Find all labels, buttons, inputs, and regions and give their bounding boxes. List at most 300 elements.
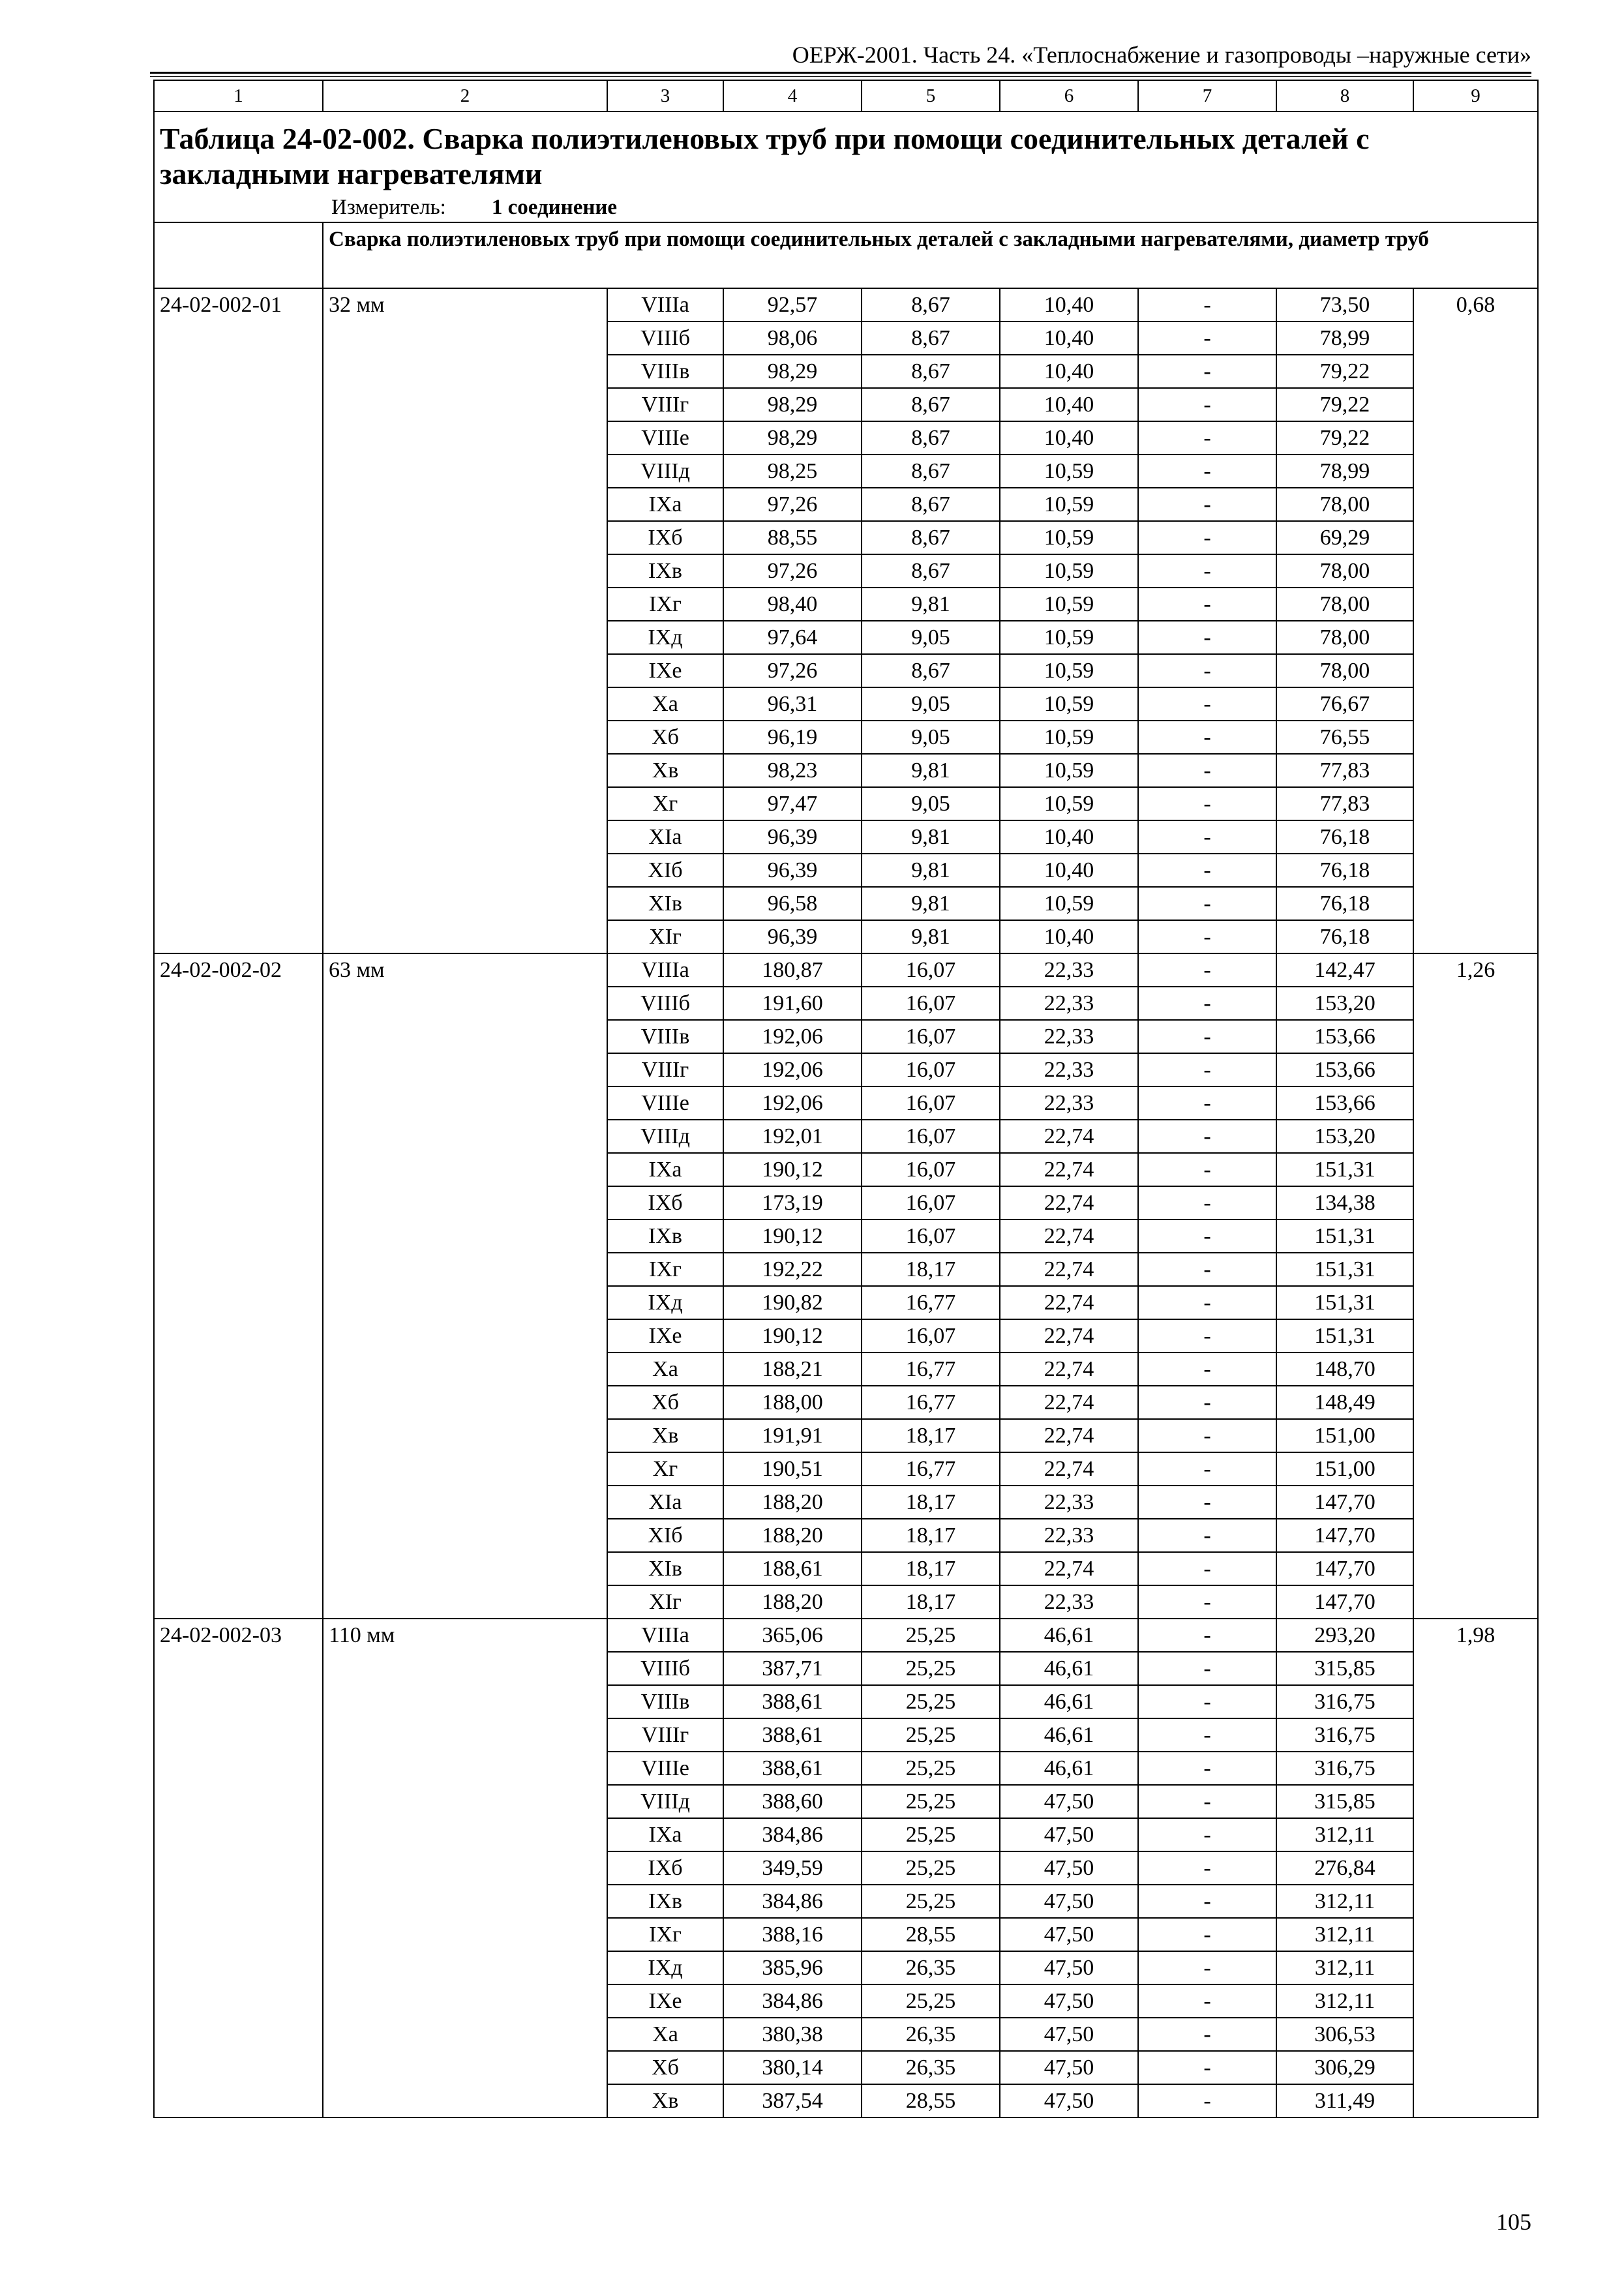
pipe-diameter-continued — [323, 1020, 607, 1053]
machine-cost: 22,74 — [1000, 1353, 1138, 1386]
materials-cost: 153,20 — [1276, 1120, 1413, 1153]
rate-code-continued — [154, 1552, 323, 1585]
pipe-diameter-continued — [323, 654, 607, 687]
pipe-diameter-continued — [323, 2018, 607, 2051]
total-cost: 192,06 — [723, 1020, 862, 1053]
page-header: ОЕРЖ-2001. Часть 24. «Теплоснабжение и газопроводы –наружные сети» — [792, 42, 1531, 68]
labor-cost: 8,67 — [862, 388, 1000, 421]
labor-hours-continued — [1413, 854, 1538, 887]
materials-cost: 78,00 — [1276, 488, 1413, 521]
driver-wages: - — [1138, 1652, 1276, 1685]
labor-hours-continued — [1413, 820, 1538, 854]
materials-cost: 293,20 — [1276, 1619, 1413, 1652]
labor-cost: 8,67 — [862, 488, 1000, 521]
materials-cost: 151,31 — [1276, 1219, 1413, 1253]
total-cost: 98,40 — [723, 588, 862, 621]
machine-cost: 22,74 — [1000, 1386, 1138, 1419]
driver-wages: - — [1138, 1619, 1276, 1652]
total-cost: 96,58 — [723, 887, 862, 920]
rate-code-continued — [154, 1718, 323, 1752]
pipe-diameter-continued — [323, 787, 607, 820]
materials-cost: 142,47 — [1276, 953, 1413, 987]
labor-hours-continued — [1413, 1951, 1538, 1984]
materials-cost: 79,22 — [1276, 421, 1413, 455]
driver-wages: - — [1138, 987, 1276, 1020]
machine-cost: 22,74 — [1000, 1253, 1138, 1286]
pipe-diameter-continued — [323, 1552, 607, 1585]
price-zone: Xб — [607, 2051, 723, 2084]
total-cost: 188,00 — [723, 1386, 862, 1419]
price-zone: Xв — [607, 754, 723, 787]
price-zone: VIIIг — [607, 388, 723, 421]
price-zone: IXа — [607, 1818, 723, 1851]
labor-cost: 25,25 — [862, 1785, 1000, 1818]
subheading-spacer — [154, 222, 323, 288]
machine-cost: 10,59 — [1000, 687, 1138, 721]
materials-cost: 148,70 — [1276, 1353, 1413, 1386]
pipe-diameter: 32 мм — [323, 288, 607, 322]
machine-cost: 22,74 — [1000, 1419, 1138, 1452]
driver-wages: - — [1138, 1685, 1276, 1718]
driver-wages: - — [1138, 421, 1276, 455]
machine-cost: 47,50 — [1000, 1885, 1138, 1918]
table-title-cell — [154, 112, 1538, 222]
labor-hours-continued — [1413, 1120, 1538, 1153]
table-row — [154, 1452, 1538, 1486]
driver-wages: - — [1138, 322, 1276, 355]
labor-hours-continued — [1413, 2051, 1538, 2084]
labor-cost: 9,81 — [862, 887, 1000, 920]
driver-wages: - — [1138, 887, 1276, 920]
materials-cost: 312,11 — [1276, 1951, 1413, 1984]
price-zone: IXд — [607, 621, 723, 654]
labor-hours: 0,68 — [1413, 288, 1538, 322]
materials-cost: 151,31 — [1276, 1153, 1413, 1186]
total-cost: 192,06 — [723, 1053, 862, 1086]
labor-hours-continued — [1413, 1885, 1538, 1918]
materials-cost: 316,75 — [1276, 1685, 1413, 1718]
pipe-diameter-continued — [323, 1685, 607, 1718]
price-zone: XIб — [607, 854, 723, 887]
table-row — [154, 654, 1538, 687]
price-zone: IXб — [607, 1186, 723, 1219]
machine-cost: 46,61 — [1000, 1652, 1138, 1685]
materials-cost: 306,53 — [1276, 2018, 1413, 2051]
price-zone: IXг — [607, 1918, 723, 1951]
rate-code-continued — [154, 455, 323, 488]
table-row — [154, 1851, 1538, 1885]
price-zone: IXв — [607, 1219, 723, 1253]
total-cost: 190,51 — [723, 1452, 862, 1486]
driver-wages: - — [1138, 1020, 1276, 1053]
labor-cost: 26,35 — [862, 2051, 1000, 2084]
rate-code-continued — [154, 388, 323, 421]
subheading: Сварка полиэтиленовых труб при помощи соединительных деталей с закладными нагревателями, диаметр труб — [323, 222, 1538, 288]
machine-cost: 46,61 — [1000, 1752, 1138, 1785]
rate-code-continued — [154, 1851, 323, 1885]
machine-cost: 22,33 — [1000, 1086, 1138, 1120]
total-cost: 387,71 — [723, 1652, 862, 1685]
pipe-diameter-continued — [323, 854, 607, 887]
machine-cost: 22,33 — [1000, 987, 1138, 1020]
pipe-diameter-continued — [323, 588, 607, 621]
column-number: 8 — [1276, 80, 1413, 112]
driver-wages: - — [1138, 1053, 1276, 1086]
price-zone: Xг — [607, 787, 723, 820]
machine-cost: 10,59 — [1000, 887, 1138, 920]
labor-hours-continued — [1413, 1153, 1538, 1186]
total-cost: 98,06 — [723, 322, 862, 355]
total-cost: 96,31 — [723, 687, 862, 721]
table-row — [154, 687, 1538, 721]
labor-cost: 16,07 — [862, 1086, 1000, 1120]
pipe-diameter-continued — [323, 355, 607, 388]
labor-hours: 1,98 — [1413, 1619, 1538, 1652]
price-zone: IXг — [607, 1253, 723, 1286]
total-cost: 190,82 — [723, 1286, 862, 1319]
pipe-diameter-continued — [323, 1519, 607, 1552]
rate-code-continued — [154, 1818, 323, 1851]
machine-cost: 10,40 — [1000, 421, 1138, 455]
total-cost: 97,26 — [723, 488, 862, 521]
pipe-diameter-continued — [323, 521, 607, 554]
driver-wages: - — [1138, 721, 1276, 754]
table-title-row — [154, 112, 1538, 222]
table-row — [154, 421, 1538, 455]
total-cost: 88,55 — [723, 521, 862, 554]
labor-cost: 18,17 — [862, 1585, 1000, 1619]
labor-hours-continued — [1413, 1851, 1538, 1885]
total-cost: 388,61 — [723, 1718, 862, 1752]
machine-cost: 10,59 — [1000, 488, 1138, 521]
labor-cost: 16,77 — [862, 1386, 1000, 1419]
rate-code-continued — [154, 820, 323, 854]
pipe-diameter-continued — [323, 1752, 607, 1785]
pipe-diameter-continued — [323, 1984, 607, 2018]
rate-code-continued — [154, 1918, 323, 1951]
price-zone: Xб — [607, 721, 723, 754]
machine-cost: 10,59 — [1000, 721, 1138, 754]
labor-cost: 16,07 — [862, 1153, 1000, 1186]
rate-code-continued — [154, 488, 323, 521]
column-number: 9 — [1413, 80, 1538, 112]
labor-hours-continued — [1413, 1452, 1538, 1486]
pipe-diameter-continued — [323, 1086, 607, 1120]
column-number: 5 — [862, 80, 1000, 112]
labor-hours-continued — [1413, 588, 1538, 621]
labor-hours-continued — [1413, 421, 1538, 455]
table-row — [154, 288, 1538, 322]
pipe-diameter-continued — [323, 1818, 607, 1851]
table-row — [154, 1486, 1538, 1519]
price-zone: IXд — [607, 1286, 723, 1319]
materials-cost: 78,00 — [1276, 654, 1413, 687]
machine-cost: 22,74 — [1000, 1452, 1138, 1486]
price-zone: VIIIа — [607, 288, 723, 322]
machine-cost: 10,40 — [1000, 388, 1138, 421]
driver-wages: - — [1138, 754, 1276, 787]
labor-hours-continued — [1413, 1486, 1538, 1519]
machine-cost: 47,50 — [1000, 1984, 1138, 2018]
materials-cost: 78,00 — [1276, 588, 1413, 621]
labor-cost: 16,77 — [862, 1286, 1000, 1319]
rate-code-continued — [154, 1219, 323, 1253]
machine-cost: 10,40 — [1000, 820, 1138, 854]
labor-hours-continued — [1413, 1219, 1538, 1253]
price-zone: IXг — [607, 588, 723, 621]
total-cost: 98,29 — [723, 388, 862, 421]
labor-hours-continued — [1413, 455, 1538, 488]
total-cost: 384,86 — [723, 1818, 862, 1851]
table-row — [154, 987, 1538, 1020]
driver-wages: - — [1138, 820, 1276, 854]
table-row — [154, 920, 1538, 953]
materials-cost: 316,75 — [1276, 1752, 1413, 1785]
pipe-diameter-continued — [323, 455, 607, 488]
rate-code-continued — [154, 588, 323, 621]
table-row — [154, 1519, 1538, 1552]
labor-cost: 18,17 — [862, 1253, 1000, 1286]
rate-code-continued — [154, 987, 323, 1020]
materials-cost: 151,00 — [1276, 1419, 1413, 1452]
machine-cost: 22,74 — [1000, 1186, 1138, 1219]
total-cost: 385,96 — [723, 1951, 862, 1984]
total-cost: 380,38 — [723, 2018, 862, 2051]
driver-wages: - — [1138, 1153, 1276, 1186]
price-zone: IXа — [607, 488, 723, 521]
total-cost: 190,12 — [723, 1219, 862, 1253]
materials-cost: 312,11 — [1276, 1818, 1413, 1851]
price-zone: XIв — [607, 1552, 723, 1585]
price-zone: XIг — [607, 920, 723, 953]
total-cost: 387,54 — [723, 2084, 862, 2117]
rate-code: 24-02-002-03 — [154, 1619, 323, 1652]
price-zone: Xв — [607, 2084, 723, 2117]
labor-hours-continued — [1413, 322, 1538, 355]
labor-hours-continued — [1413, 1386, 1538, 1419]
table-row — [154, 953, 1538, 987]
rate-code-continued — [154, 1120, 323, 1153]
price-zone: VIIIб — [607, 322, 723, 355]
rate-code-continued — [154, 887, 323, 920]
labor-cost: 25,25 — [862, 1718, 1000, 1752]
labor-hours-continued — [1413, 920, 1538, 953]
pipe-diameter-continued — [323, 2051, 607, 2084]
rate-code-continued — [154, 1286, 323, 1319]
materials-cost: 78,99 — [1276, 322, 1413, 355]
materials-cost: 153,66 — [1276, 1020, 1413, 1053]
price-zone: XIа — [607, 820, 723, 854]
rate-code-continued — [154, 1353, 323, 1386]
total-cost: 349,59 — [723, 1851, 862, 1885]
labor-cost: 25,25 — [862, 1851, 1000, 1885]
driver-wages: - — [1138, 1885, 1276, 1918]
materials-cost: 76,18 — [1276, 887, 1413, 920]
table-row — [154, 1419, 1538, 1452]
table-row — [154, 1752, 1538, 1785]
price-zone: VIIIб — [607, 1652, 723, 1685]
labor-cost: 16,07 — [862, 1219, 1000, 1253]
machine-cost: 22,74 — [1000, 1552, 1138, 1585]
materials-cost: 79,22 — [1276, 388, 1413, 421]
pipe-diameter-continued — [323, 1353, 607, 1386]
labor-cost: 9,81 — [862, 920, 1000, 953]
labor-cost: 8,67 — [862, 521, 1000, 554]
labor-hours-continued — [1413, 1984, 1538, 2018]
pipe-diameter-continued — [323, 1918, 607, 1951]
driver-wages: - — [1138, 920, 1276, 953]
labor-hours-continued — [1413, 1319, 1538, 1353]
labor-hours-continued — [1413, 488, 1538, 521]
machine-cost: 22,74 — [1000, 1219, 1138, 1253]
pipe-diameter-continued — [323, 1486, 607, 1519]
machine-cost: 10,59 — [1000, 754, 1138, 787]
rate-code-continued — [154, 1486, 323, 1519]
total-cost: 97,26 — [723, 554, 862, 588]
rate-code-continued — [154, 1253, 323, 1286]
price-zone: IXб — [607, 521, 723, 554]
total-cost: 191,60 — [723, 987, 862, 1020]
driver-wages: - — [1138, 288, 1276, 322]
total-cost: 98,23 — [723, 754, 862, 787]
pipe-diameter-continued — [323, 488, 607, 521]
machine-cost: 46,61 — [1000, 1718, 1138, 1752]
driver-wages: - — [1138, 2084, 1276, 2117]
driver-wages: - — [1138, 621, 1276, 654]
price-zone: XIг — [607, 1585, 723, 1619]
price-zone: XIб — [607, 1519, 723, 1552]
labor-cost: 25,25 — [862, 1818, 1000, 1851]
price-zone: VIIIа — [607, 1619, 723, 1652]
labor-cost: 9,81 — [862, 854, 1000, 887]
materials-cost: 76,18 — [1276, 854, 1413, 887]
table-row — [154, 1685, 1538, 1718]
table-row — [154, 355, 1538, 388]
table-row — [154, 521, 1538, 554]
total-cost: 190,12 — [723, 1153, 862, 1186]
total-cost: 188,61 — [723, 1552, 862, 1585]
price-zone: Xа — [607, 687, 723, 721]
pipe-diameter-continued — [323, 1120, 607, 1153]
labor-hours-continued — [1413, 754, 1538, 787]
price-zone: Xб — [607, 1386, 723, 1419]
pipe-diameter-continued — [323, 820, 607, 854]
labor-hours-continued — [1413, 521, 1538, 554]
header-rule-thick — [150, 72, 1531, 74]
rate-code-continued — [154, 1053, 323, 1086]
column-number-row — [154, 80, 1538, 112]
measure-line — [160, 193, 1532, 222]
table-row — [154, 1253, 1538, 1286]
labor-cost: 9,05 — [862, 721, 1000, 754]
table-row — [154, 1219, 1538, 1253]
machine-cost: 10,40 — [1000, 854, 1138, 887]
table-row — [154, 1619, 1538, 1652]
rate-code-continued — [154, 721, 323, 754]
pipe-diameter-continued — [323, 1219, 607, 1253]
price-zone: VIIIе — [607, 1086, 723, 1120]
price-zone: XIв — [607, 887, 723, 920]
labor-cost: 8,67 — [862, 654, 1000, 687]
pipe-diameter-continued — [323, 1386, 607, 1419]
total-cost: 98,29 — [723, 421, 862, 455]
column-number: 6 — [1000, 80, 1138, 112]
pipe-diameter-continued — [323, 721, 607, 754]
driver-wages: - — [1138, 654, 1276, 687]
table-row — [154, 854, 1538, 887]
labor-hours-continued — [1413, 554, 1538, 588]
page-number: 105 — [1496, 2209, 1531, 2235]
pipe-diameter-continued — [323, 1186, 607, 1219]
labor-cost: 9,05 — [862, 687, 1000, 721]
materials-cost: 78,00 — [1276, 621, 1413, 654]
machine-cost: 47,50 — [1000, 1851, 1138, 1885]
price-zone: VIIIе — [607, 1752, 723, 1785]
rate-code-continued — [154, 687, 323, 721]
total-cost: 97,47 — [723, 787, 862, 820]
materials-cost: 312,11 — [1276, 1918, 1413, 1951]
labor-cost: 16,07 — [862, 953, 1000, 987]
column-number: 1 — [154, 80, 323, 112]
table-row — [154, 1053, 1538, 1086]
price-zone: Xа — [607, 2018, 723, 2051]
header-rule-thin — [150, 76, 1531, 77]
pipe-diameter-continued — [323, 421, 607, 455]
machine-cost: 47,50 — [1000, 2051, 1138, 2084]
column-number: 2 — [323, 80, 607, 112]
labor-hours-continued — [1413, 355, 1538, 388]
table-row — [154, 1020, 1538, 1053]
rate-code-continued — [154, 1785, 323, 1818]
driver-wages: - — [1138, 1752, 1276, 1785]
machine-cost: 10,40 — [1000, 920, 1138, 953]
labor-hours-continued — [1413, 621, 1538, 654]
table-row — [154, 1585, 1538, 1619]
driver-wages: - — [1138, 787, 1276, 820]
machine-cost: 47,50 — [1000, 1951, 1138, 1984]
table-row — [154, 1818, 1538, 1851]
total-cost: 97,26 — [723, 654, 862, 687]
total-cost: 384,86 — [723, 1885, 862, 1918]
total-cost: 380,14 — [723, 2051, 862, 2084]
rate-code-continued — [154, 2051, 323, 2084]
driver-wages: - — [1138, 2051, 1276, 2084]
rate-code-continued — [154, 2084, 323, 2117]
labor-hours-continued — [1413, 1785, 1538, 1818]
materials-cost: 76,67 — [1276, 687, 1413, 721]
subheading-row — [154, 222, 1538, 288]
pipe-diameter-continued — [323, 920, 607, 953]
materials-cost: 151,31 — [1276, 1286, 1413, 1319]
pipe-diameter-continued — [323, 1253, 607, 1286]
pipe-diameter-continued — [323, 1053, 607, 1086]
table-row — [154, 1785, 1538, 1818]
total-cost: 98,29 — [723, 355, 862, 388]
driver-wages: - — [1138, 554, 1276, 588]
labor-cost: 16,07 — [862, 1053, 1000, 1086]
driver-wages: - — [1138, 1918, 1276, 1951]
materials-cost: 78,99 — [1276, 455, 1413, 488]
machine-cost: 10,40 — [1000, 288, 1138, 322]
rate-code-continued — [154, 1386, 323, 1419]
labor-cost: 16,07 — [862, 987, 1000, 1020]
machine-cost: 22,74 — [1000, 1286, 1138, 1319]
total-cost: 192,01 — [723, 1120, 862, 1153]
table-row — [154, 754, 1538, 787]
driver-wages: - — [1138, 1585, 1276, 1619]
driver-wages: - — [1138, 1186, 1276, 1219]
materials-cost: 148,49 — [1276, 1386, 1413, 1419]
